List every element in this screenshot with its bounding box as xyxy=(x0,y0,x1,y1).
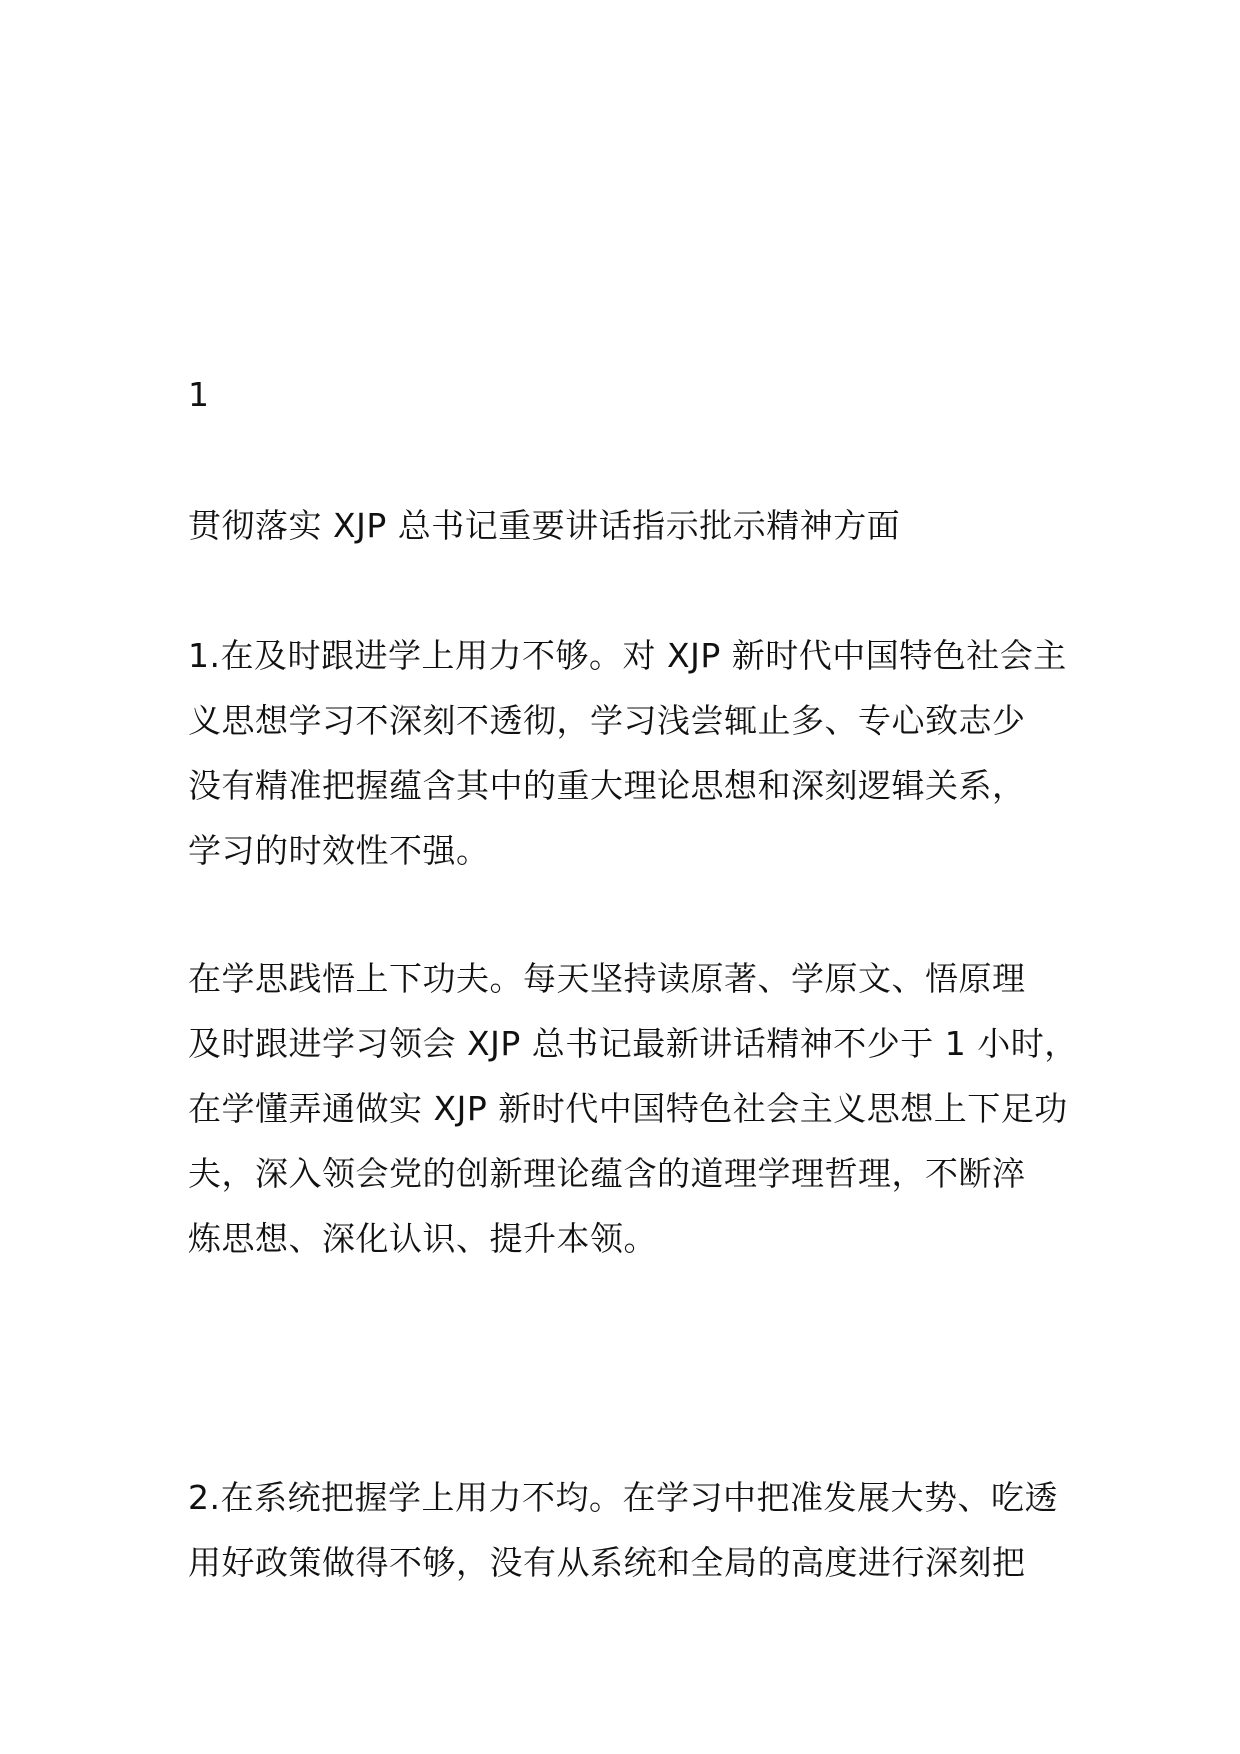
paragraph-1 xyxy=(188,623,1067,883)
paragraph-line: 没有精准把握蕴含其中的重大理论思想和深刻逻辑关系， xyxy=(188,766,1026,805)
paragraph-line: 夫，深入领会党的创新理论蕴含的道理学理哲理，不断淬 xyxy=(188,1154,1026,1193)
paragraph-line: 在学思践悟上下功夫。每天坚持读原著、学原文、悟原理 xyxy=(188,959,1026,998)
page-number-text: 1 xyxy=(188,375,210,414)
section-heading-text: 贯彻落实 XJP 总书记重要讲话指示批示精神方面 xyxy=(188,506,901,545)
paragraph-line: 学习的时效性不强。 xyxy=(188,831,490,870)
paragraph-line: 用好政策做得不够，没有从系统和全局的高度进行深刻把 xyxy=(188,1543,1026,1582)
paragraph-2 xyxy=(188,946,1078,1271)
paragraph-line: 义思想学习不深刻不透彻，学习浅尝辄止多、专心致志少 xyxy=(188,701,1026,740)
paragraph-line: 炼思想、深化认识、提升本领。 xyxy=(188,1219,657,1258)
paragraph-line: 在学懂弄通做实 XJP 新时代中国特色社会主义思想上下足功 xyxy=(188,1089,1068,1128)
page-number xyxy=(188,362,1058,427)
paragraph-line: 及时跟进学习领会 XJP 总书记最新讲话精神不少于 1 小时， xyxy=(188,1024,1078,1063)
paragraph-line: 1.在及时跟进学上用力不够。对 XJP 新时代中国特色社会主 xyxy=(188,636,1067,675)
section-heading xyxy=(188,493,1058,558)
paragraph-line: 2.在系统把握学上用力不均。在学习中把准发展大势、吃透 xyxy=(188,1478,1058,1517)
paragraph-3 xyxy=(188,1465,1058,1595)
